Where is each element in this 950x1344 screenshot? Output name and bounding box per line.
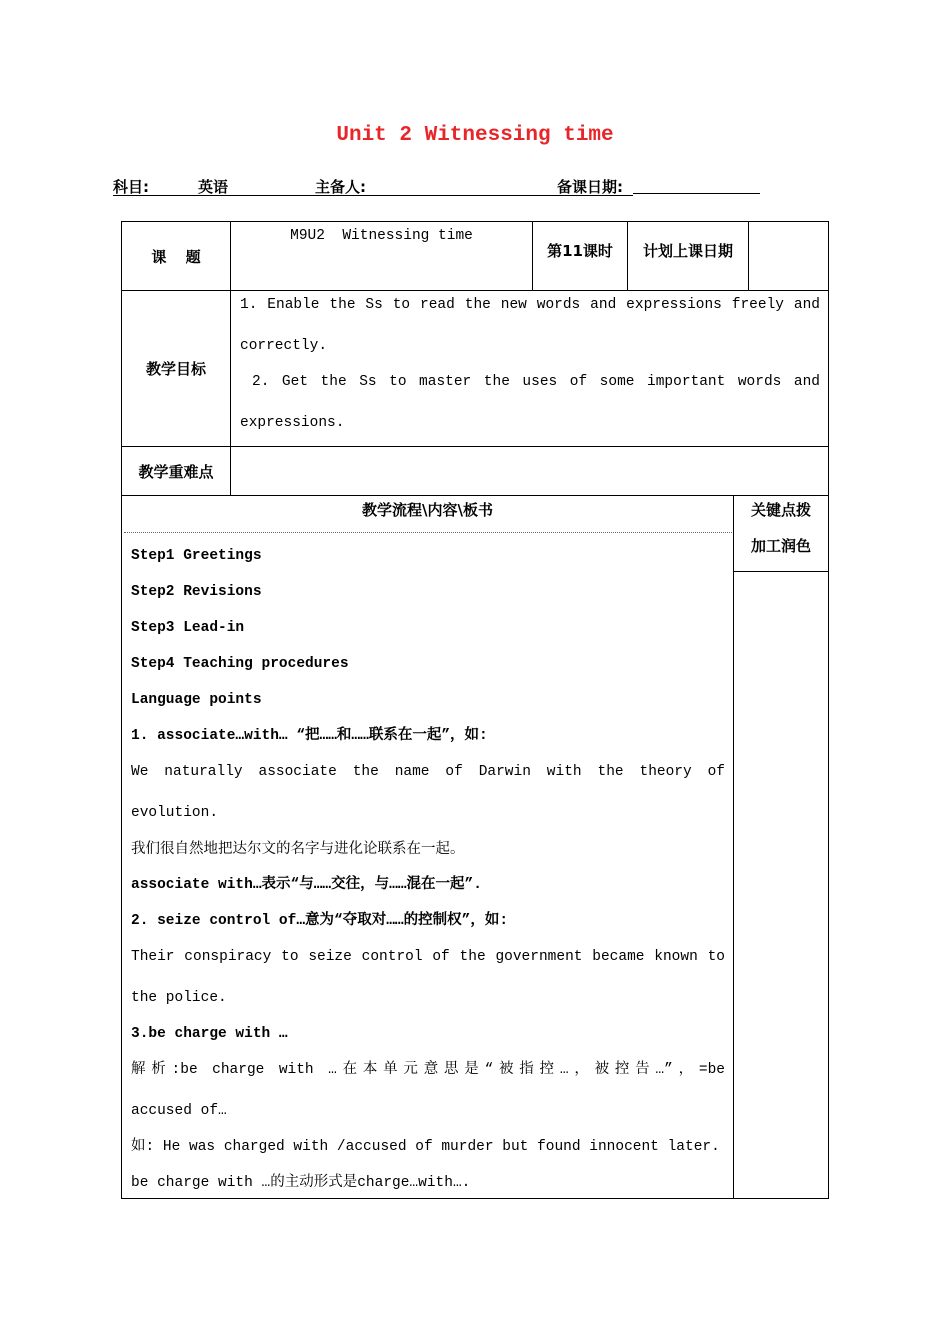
topic-label: 课 题 [151, 247, 201, 266]
subject-label: 科目: [113, 178, 149, 196]
side-header-2: 加工润色 [750, 537, 811, 555]
topic-label-cell [121, 221, 231, 291]
topic-value: M9U2 Witnessing time [290, 228, 473, 244]
key-points-label: 教学重难点 [138, 462, 214, 481]
process-header-divider [124, 532, 732, 533]
meta-underline [113, 195, 633, 196]
analysis-line: accused of… [131, 1103, 227, 1119]
key-points-value-cell [230, 446, 829, 496]
objectives-label: 教学目标 [145, 360, 206, 378]
date-underline [633, 193, 760, 194]
meta-row [113, 176, 763, 196]
side-header-1: 关键点拨 [750, 501, 811, 519]
example-line: We naturally associate the name of Darwin with the theory of [131, 764, 725, 780]
point-heading: 3.be charge with … [131, 1026, 288, 1042]
objective-line: 2. Get the Ss to master the uses of some important words and [252, 374, 820, 390]
objectives-label-cell [121, 290, 231, 447]
side-notes-cell [733, 571, 829, 1199]
plan-date-label-cell [627, 221, 749, 291]
objectives-content-cell [230, 290, 829, 447]
point-heading: 2. seize control of…意为“夺取对……的控制权”，如: [131, 913, 509, 929]
objective-line: 1. Enable the Ss to read the new words and expressions freely and [240, 297, 820, 313]
plan-date-label: 计划上课日期 [642, 241, 733, 260]
example-line: evolution. [131, 805, 219, 821]
translation-line: 我们很自然地把达尔文的名字与进化论联系在一起。 [131, 841, 465, 857]
key-points-label-cell [121, 446, 231, 496]
process-header: 教学流程\内容\板书 [362, 501, 493, 519]
example-line: 如: He was charged with /accused of murder but found innocent later. [131, 1139, 720, 1155]
objective-line: correctly. [240, 338, 328, 354]
example-line: Their conspiracy to seize control of the government became known to [131, 949, 725, 965]
note-line: be charge with …的主动形式是charge…with…. [131, 1175, 471, 1191]
period-cell [532, 221, 628, 291]
topic-value-cell [230, 221, 533, 291]
step-line: Step1 Greetings [131, 548, 262, 564]
analysis-line: 解析:be charge with …在本单元意思是“被指控…，被控告…”，=be [131, 1062, 725, 1078]
objective-line: expressions. [240, 415, 345, 431]
step-line: Step3 Lead-in [131, 620, 245, 636]
subject-value: 英语 [198, 178, 229, 196]
document-title: Unit 2 Witnessing time [336, 124, 614, 147]
preparer-label: 主备人: [315, 178, 366, 196]
point-heading: 1. associate…with… “把……和……联系在一起”，如: [131, 728, 488, 744]
date-label: 备课日期: [557, 178, 623, 196]
section-heading: Language points [131, 692, 262, 708]
example-line: the police. [131, 990, 227, 1006]
step-line: Step4 Teaching procedures [131, 656, 349, 672]
step-line: Step2 Revisions [131, 584, 262, 600]
note-line: associate with…表示“与……交往，与……混在一起”. [131, 877, 482, 893]
period: 第11课时 [547, 241, 613, 260]
plan-date-value-cell [748, 221, 829, 291]
